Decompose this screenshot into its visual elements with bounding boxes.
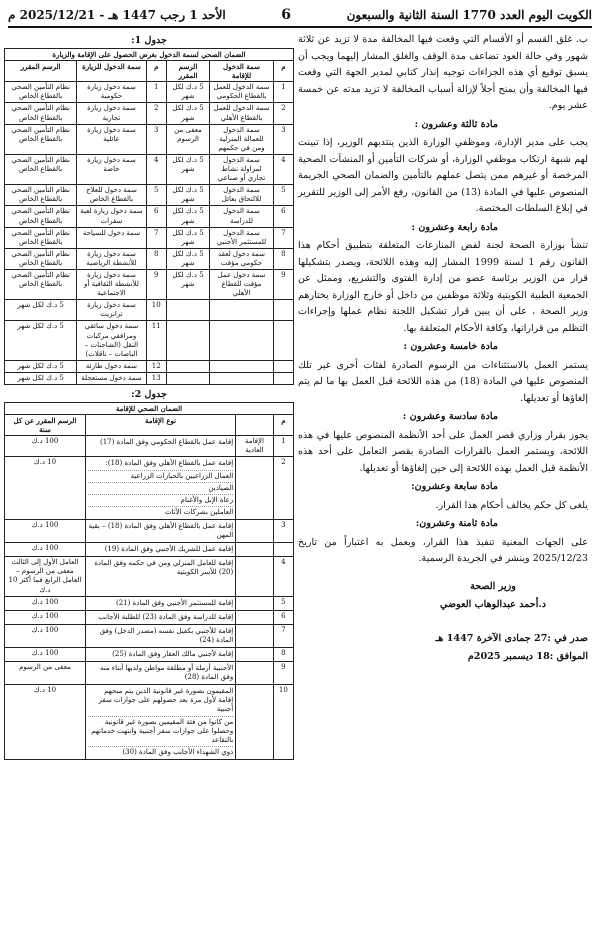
table-row <box>5 321 294 360</box>
residence-type <box>85 610 235 624</box>
table-cell <box>210 360 274 372</box>
residence-item: إقامة للمستثمر الأجنبي وفق المادة (21) <box>115 598 234 607</box>
table-cell: 13 <box>146 372 166 384</box>
table-cell <box>273 300 293 321</box>
table-row <box>5 457 294 519</box>
issued-gregorian: الموافق :18 ديسمبر 2025م <box>467 651 588 663</box>
table-cell <box>166 300 209 321</box>
paragraph: ب. غلق القسم أو الأقسام التي وقعت فيها المخالفة مدة لا تزيد عن ثلاثة شهور وفي حالة العود تضاعف مدة الوقف والغلق المشار إليهما ويجب أن يسبق توقيع أي هذه الجزاءات توجيه إنذار كتابي لمدير الجهة التي وقعت فيها المخالفة وأن يمنح أجلاً لإزالة أسباب المخالفة لا تزيد مدته عن خمسة عشر يوم. <box>298 34 588 111</box>
residence-type <box>85 519 235 542</box>
table-cell <box>210 372 274 384</box>
table-cell: سمة الدخول للعمالة المنزلية ومن في حكمهم <box>210 124 274 154</box>
table-cell: سمة دخول عمل مؤقت للقطاع الأهلي <box>210 269 274 299</box>
table-row <box>5 269 294 299</box>
table-cell: 4 <box>273 154 293 184</box>
table-cell: سمة الدخول للالتحاق بعائل <box>210 185 274 206</box>
table-cell: سمة دخول زيارة حكومية <box>77 82 146 103</box>
table-cell: 5 د.ك لكل شهر <box>5 321 77 360</box>
residence-group <box>236 662 274 685</box>
table-cell: سمة دخول زيارة تجارية <box>77 103 146 124</box>
residence-item: الأجنبية أرملة أو مطلقة مواطن ولديها أبناء منه وفق المادة (28) <box>99 664 234 682</box>
row-number: 1 <box>273 436 293 457</box>
table2-header-cell: الرسم المقرر عن كل سنة <box>5 415 86 436</box>
row-number: 8 <box>273 647 293 661</box>
article-text: على الجهات المعنية تنفيذ هذا القرار، ويعمل به اعتباراً من تاريخ 2025/12/23 وينشر في الجريدة الرسمية. <box>298 536 588 564</box>
table-cell: نظام التأمين الصحي بالقطاع الخاص <box>5 82 77 103</box>
residence-item: إقامة لأجنبي مالك العقار وفق المادة (25) <box>112 649 234 658</box>
residence-item: ذوي الشهداء الأجانب وفق المادة (30) <box>122 747 234 756</box>
table-cell: نظام التأمين الصحي بالقطاع الخاص <box>5 248 77 269</box>
table-cell: 12 <box>146 360 166 372</box>
residence-group <box>236 610 274 624</box>
table-cell: 2 <box>146 103 166 124</box>
table-cell: 5 د.ك لكل شهر <box>5 372 77 384</box>
table2-header-cell: نوع الإقامة <box>85 415 235 436</box>
fee-cell: 10 د.ك <box>5 457 86 519</box>
table1 <box>4 48 294 385</box>
table-cell: 3 <box>273 124 293 154</box>
fee-cell: 10 د.ك <box>5 685 86 760</box>
table-row <box>5 124 294 154</box>
row-number: 5 <box>273 596 293 610</box>
table-cell: 5 د.ك لكل شهر <box>166 206 209 227</box>
article-text: يجب على مدير الإدارة، وموظفي الوزارة الذين ينتدبهم الوزير، إذا تبينت لهم شبهة ارتكاب موظفي الوزارة، أو شركات التأمين أو المنشآت الصحية المرخصة أو غيرهم ممن يتصل عملهم بالتأمين والضمان الصحي الجريمة المنصوص عليها في المادة (13) من القانون، رفع الأمر إلى الوزير للتقرير في إبلاغ السلطات المختصة. <box>298 137 588 214</box>
table-cell: سمة دخول طارئة <box>77 360 146 372</box>
left-column <box>4 32 294 760</box>
table-cell: 5 د.ك لكل شهر <box>5 360 77 372</box>
row-number: 3 <box>273 519 293 542</box>
right-column <box>298 32 588 666</box>
table-cell: 10 <box>146 300 166 321</box>
residence-item: إقامة عمل بالقطاع الحكومي وفق المادة (17) <box>99 438 234 447</box>
table-cell <box>273 321 293 360</box>
table-cell: نظام التأمين الصحي بالقطاع الخاص <box>5 206 77 227</box>
residence-item: من كانوا من فئة المقيمين بصورة غير قانونية وحصلوا على جوازات سفر أجنبية وانتهت خدماتهم بالتقاعد <box>88 717 233 747</box>
table1-header-cell: الرسم المقرر <box>5 61 77 82</box>
residence-item: العمال الزراعيين بالحيازات الزراعية <box>88 471 233 483</box>
fee-cell: معفى من الرسوم <box>5 662 86 685</box>
residence-type <box>85 624 235 647</box>
table-row <box>5 685 294 760</box>
fee-cell: 100 د.ك <box>5 610 86 624</box>
row-number <box>273 543 293 557</box>
table-cell: 8 <box>146 248 166 269</box>
table-cell: 5 د.ك لكل شهر <box>166 103 209 124</box>
table-cell: 5 د.ك لكل شهر <box>166 154 209 184</box>
article-title: مادة خامسة وعشرون : <box>403 341 498 352</box>
table1-header-cell: م <box>146 61 166 82</box>
article-title: مادة سابعة وعشرون: <box>411 481 498 492</box>
table-cell: 7 <box>146 227 166 248</box>
table-cell: سمة دخول للعلاج بالقطاع الخاص <box>77 185 146 206</box>
residence-type <box>85 685 235 760</box>
table-row <box>5 624 294 647</box>
table1-header-cell: سمة الدخول للإقامة <box>210 61 274 82</box>
residence-type <box>85 543 235 557</box>
table-cell <box>166 360 209 372</box>
table-cell: 6 <box>146 206 166 227</box>
residence-type <box>85 647 235 661</box>
table-cell: نظام التأمين الصحي بالقطاع الخاص <box>5 154 77 184</box>
table-row <box>5 300 294 321</box>
article-text: يلغى كل حكم يخالف أحكام هذا القرار. <box>435 499 588 511</box>
table-cell <box>210 321 274 360</box>
row-number: 2 <box>273 457 293 519</box>
residence-group: الإقامة العادية <box>236 436 274 457</box>
table2-header-cell <box>236 415 274 436</box>
residence-item: العاملين بشركات الأثاث <box>164 507 234 516</box>
residence-group <box>236 596 274 610</box>
residence-group <box>236 519 274 542</box>
table-cell: 5 د.ك لكل شهر <box>166 248 209 269</box>
page-number: 6 <box>281 7 292 23</box>
table2-header-row <box>5 415 294 436</box>
table-cell: معفى من الرسوم <box>166 124 209 154</box>
table-row <box>5 206 294 227</box>
table-cell: سمة دخول زيارة لعبة سفرات <box>77 206 146 227</box>
residence-type <box>85 662 235 685</box>
table-row <box>5 543 294 557</box>
article-title: مادة رابعة وعشرون : <box>411 221 498 233</box>
row-number: 10 <box>273 685 293 760</box>
table-cell: 8 <box>273 248 293 269</box>
fee-cell: 100 د.ك <box>5 624 86 647</box>
table-row <box>5 557 294 596</box>
table-cell: 9 <box>146 269 166 299</box>
residence-group <box>236 685 274 760</box>
table-row <box>5 662 294 685</box>
residence-item: إقامة للدراسة وفق المادة (23) للطلبة الأجانب <box>98 612 234 621</box>
table2-header-cell: م <box>273 415 293 436</box>
table-cell: نظام التأمين الصحي بالقطاع الخاص <box>5 185 77 206</box>
article-text: تنشأ بوزارة الصحة لجنة لفض المنازعات المتعلقة بتطبيق أحكام هذا القانون رقم 1 لسنة 1999 المشار إليه وهذه اللائحة، ويصدر بتشكيلها قرار من الوزير برئاسة عضو من إدارة الفتوى والتشريع، وممثل عن الجمعية الطبية الكويتية وثلاثة موظفين من داخل أو خارج الوزارة يختارهم وزير الصحة ، على أن يبين قرار تشكيل اللجنة نظام عملها وإجراءات التظلم من قراراتها، وكافة الأحكام المتعلقة بها. <box>298 240 588 334</box>
table-cell <box>166 372 209 384</box>
table-cell: سمة دخول لعقد حكومي مؤقت <box>210 248 274 269</box>
table-cell: 9 <box>273 269 293 299</box>
table-cell <box>273 360 293 372</box>
residence-group <box>236 624 274 647</box>
table-cell <box>273 372 293 384</box>
fee-cell: 100 د.ك <box>5 519 86 542</box>
header-date: الأحد 1 رجب 1447 هـ - 2025/12/21 م <box>8 8 226 22</box>
residence-type <box>85 557 235 596</box>
table-cell: 5 <box>146 185 166 206</box>
article-title: مادة ثامنة وعشرون: <box>415 518 498 529</box>
table-row <box>5 647 294 661</box>
table-row <box>5 360 294 372</box>
fee-cell: 100 د.ك <box>5 436 86 457</box>
residence-item: المقيمون بصورة غير قانونية الذين يتم منحهم إقامة لأول مرة بعد حصولهم على جوازات سفر أجنبية <box>88 686 233 716</box>
table-row <box>5 154 294 184</box>
fee-cell: 100 د.ك <box>5 543 86 557</box>
residence-type <box>85 596 235 610</box>
table-cell: نظام التأمين الصحي بالقطاع الخاص <box>5 269 77 299</box>
table-row <box>5 82 294 103</box>
table-cell: سمة دخول زيارة خاصة <box>77 154 146 184</box>
article-text: يجوز بقرار وزاري قصر العمل على أحد الأنظمة المنصوص عليها في هذه اللائحة، ويستمر العمل بالقرارات الصادرة بقصر التعامل على أحد هذه الأنظمة قبل العمل بهذه اللائحة إلى حين إلغاؤها أو تعديلها. <box>298 429 588 474</box>
issue-date-block <box>298 630 588 666</box>
table1-header-row <box>5 61 294 82</box>
table-cell: 5 د.ك لكل شهر <box>166 227 209 248</box>
residence-item: الصيادين <box>88 483 233 495</box>
row-number: 4 <box>273 557 293 596</box>
table-cell: نظام التأمين الصحي بالقطاع الخاص <box>5 103 77 124</box>
fee-cell: 100 د.ك <box>5 596 86 610</box>
table-cell: سمة الدخول للعمل بالقطاع الحكومي <box>210 82 274 103</box>
table-cell: نظام التأمين الصحي بالقطاع الخاص <box>5 124 77 154</box>
header-issue: الكويت اليوم العدد 1770 السنة الثانية والسبعون <box>346 8 592 22</box>
table-cell: 2 <box>273 103 293 124</box>
residence-item: إقامة للأجنبي بكفيل نفسه (مصدر الدخل) وفق المادة (24) <box>99 626 234 644</box>
table-row <box>5 185 294 206</box>
signature-name: د.أحمد عبدالوهاب العوضي <box>440 598 546 610</box>
table-cell: 6 <box>273 206 293 227</box>
article-title: مادة سادسة وعشرون : <box>402 411 498 422</box>
table-row <box>5 610 294 624</box>
table1-title: جدول 1: <box>131 35 167 46</box>
residence-item: إقامة عمل للشريك الأجنبي وفق المادة (19) <box>104 545 234 554</box>
issued-hijri: صدر في :27 جمادى الآخرة 1447 هـ <box>435 632 588 644</box>
table-cell: نظام التأمين الصحي بالقطاع الخاص <box>5 227 77 248</box>
article-title: مادة ثالثة وعشرون : <box>414 118 498 130</box>
residence-group <box>236 647 274 661</box>
table-cell: 5 د.ك لكل شهر <box>166 82 209 103</box>
table-cell: 5 د.ك لكل شهر <box>166 185 209 206</box>
table1-caption: الضمان الصحي لسمة الدخول بغرض الحصول على الإقامة والزيارة <box>5 49 294 61</box>
table2 <box>4 402 294 760</box>
table-row <box>5 596 294 610</box>
residence-item: رعاة الإبل والأغنام <box>88 495 233 507</box>
table-cell: سمة دخول للسياحة <box>77 227 146 248</box>
table-row <box>5 436 294 457</box>
table2-caption: الضمان الصحي للإقامة <box>5 403 294 415</box>
table1-header-cell: الرسم المقرر <box>166 61 209 82</box>
table-cell <box>210 300 274 321</box>
table-cell: سمة الدخول للمستثمر الأجنبي <box>210 227 274 248</box>
row-number: 9 <box>273 662 293 685</box>
table-cell: 5 د.ك لكل شهر <box>5 300 77 321</box>
table-cell: سمة دخول سائقي ومرافقي مركبات النقل (الشاحنات – الباصات – ناقلات) <box>77 321 146 360</box>
table-row <box>5 227 294 248</box>
fee-cell: 100 د.ك <box>5 647 86 661</box>
table1-header-cell: م <box>273 61 293 82</box>
article-text: يستمر العمل بالاستثناءات من الرسوم الصادرة لفئات أخرى غير تلك المنصوص عليها في المادة (18) من هذه اللائحة قبل العمل بها ما لم يتم إلغاؤها أو تعديلها. <box>298 359 588 404</box>
residence-group <box>236 557 274 596</box>
signature-role: وزير الصحة <box>470 580 516 592</box>
table-cell: 1 <box>273 82 293 103</box>
row-number: 7 <box>273 624 293 647</box>
table-cell: 3 <box>146 124 166 154</box>
table-cell: 5 <box>273 185 293 206</box>
residence-group <box>236 457 274 519</box>
table-cell: 4 <box>146 154 166 184</box>
table-cell: 5 د.ك لكل شهر <box>166 269 209 299</box>
table-cell: 7 <box>273 227 293 248</box>
page-header <box>8 4 592 28</box>
table-cell: سمة الدخول لمزاولة نشاط تجاري أو صناعي <box>210 154 274 184</box>
table-cell: سمة الدخول للدراسة <box>210 206 274 227</box>
table-cell: سمة دخول مستعجلة <box>77 372 146 384</box>
table2-title: جدول 2: <box>131 389 167 400</box>
residence-item: إقامة عمل بالقطاع الأهلي وفق المادة (18): <box>88 458 233 470</box>
residence-group <box>236 543 274 557</box>
table-cell: 11 <box>146 321 166 360</box>
table-cell: سمة دخول زيارة للأنشطة الثقافية أو الاجتماعية <box>77 269 146 299</box>
table-cell: سمة دخول زيارة عائلية <box>77 124 146 154</box>
table1-header-cell: سمة الدخول للزيارة <box>77 61 146 82</box>
table-row <box>5 372 294 384</box>
table-cell: سمة دخول زيارة ترانزيت <box>77 300 146 321</box>
table-row <box>5 519 294 542</box>
table-row <box>5 248 294 269</box>
residence-type <box>85 457 235 519</box>
row-number: 6 <box>273 610 293 624</box>
fee-cell: العامل الأول إلى الثالث معفى من الرسوم – العامل الرابع فما أكثر 10 د.ك <box>5 557 86 596</box>
signature-block <box>398 578 588 614</box>
table-cell: سمة دخول زيارة للأنشطة الرياضية <box>77 248 146 269</box>
table-cell <box>166 321 209 360</box>
residence-type <box>85 436 235 457</box>
table-cell: 1 <box>146 82 166 103</box>
residence-item: إقامة عمل بالقطاع الأهلي وفق المادة (18) – بقية المهن <box>88 521 234 540</box>
table-cell: سمة الدخول للعمل بالقطاع الأهلي <box>210 103 274 124</box>
table-row <box>5 103 294 124</box>
residence-item: إقامة للعامل المنزلي ومن في حكمه وفق المادة (20) للأسر الكويتية <box>94 559 234 577</box>
